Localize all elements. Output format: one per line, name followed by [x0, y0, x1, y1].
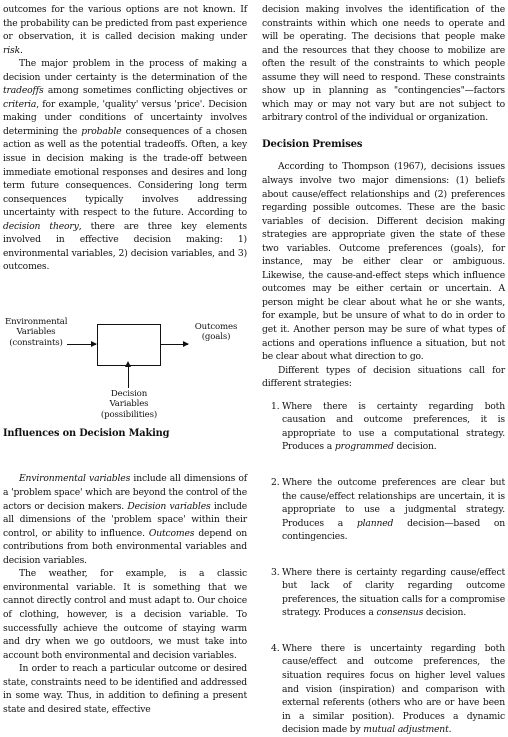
section-heading: Decision Premises — [262, 138, 363, 150]
arrow-right-icon — [160, 344, 188, 345]
environmental-variables-label: Environmental Variables (constraints) — [5, 316, 68, 348]
figure-caption: Influences on Decision Making — [3, 427, 170, 439]
paragraph: According to Thompson (1967), decisions issues always involve two major dimensions: (1) beliefs about cause/effect relationships and (2) preferences regarding possible outcomes. These are the basic variables of decision. Different decision making strategies are appropriate given the state of these two variables. Outcome preferences (goals), for instance, may be either clear or ambiguous. Likewise, the cause-and-effect steps which influence outcomes may be either certain or uncertain. A person might be clear about what he or she wants, for example, but be unsure of what to do in order to get it. Another person may be sure of what types of actions and operations influence a situation, but not be clear about what direction to go. — [262, 161, 505, 363]
arrow-right-icon — [67, 344, 96, 345]
list-item: 3. Where there is certainty regarding cause/effect but lack of clarity regarding outcome preferences, the situation calls for a compromise strategy. Produces a consensus decision. — [271, 566, 505, 619]
paragraph: The weather, for example, is a classic environmental variable. It is something that we cannot directly control and must adapt to. Our choice of clothing, however, is a decision variable. To successfully achieve the outcome of staying warm and dry when we go outdoors, we must take into account both environmental and decision variables. — [3, 568, 247, 661]
paragraph: decision making involves the identification of the constraints within which one needs to operate and will be operating. The decisions that people make and the resources that they choose to mobilize are often the result of the constraints to which people assume they will need to respond. These constraints show up in planning as "contingencies"—factors which may or may not vary but are not subject to arbitrary control of the individual or organization. — [262, 4, 505, 124]
list-item: 2. Where the outcome preferences are clear but the cause/effect relationships are uncertain, it is appropriate to use a judgmental strategy. Produces a planned decision—based on contingencies. — [271, 476, 505, 543]
outcomes-label: Outcomes (goals) — [194, 321, 238, 343]
decision-variables-label: Decision Variables (possibilities) — [100, 388, 158, 420]
arrow-up-icon — [128, 366, 129, 388]
paragraph: outcomes for the various options are not known. If the probability can be predicted from past experience or observation, it is called decision making under risk. — [3, 4, 247, 56]
paragraph: The major problem in the process of making a decision under certainty is the determination of the tradeoffs among sometimes conflicting objectives or criteria, for example, 'quality' versus 'price'. Decision making under conditions of uncertainty involves determining the probable consequences of a chosen action as well as the potential tradeoffs. Often, a key issue in decision making is the trade-off between immediate emotional responses and desires and long term future consequences. Considering long term consequences typically involves addressing uncertainty with respect to the future. According to decision theory, there are three key elements involved in effective decision making: 1) environmental variables, 2) decision variables, and 3) outcomes. — [3, 58, 247, 273]
list-item: 4. Where there is uncertainty regarding both cause/effect and outcome preferences, the situation requires focus on higher level values and vision (inspiration) and comparison with external referents (others who are or have been in a similar position). Produces a dynamic decision made by mutual adjustment. — [271, 642, 505, 736]
left-column — [3, 3, 247, 716]
paragraph: In order to reach a particular outcome or desired state, constraints need to be identified and addressed in some way. Thus, in addition to defining a present state and desired state, effective — [3, 663, 247, 715]
right-column — [262, 3, 505, 737]
list-item: 1. Where there is certainty regarding both causation and outcome preferences, it is appropriate to use a computational strategy. Produces a programmed decision. — [271, 400, 505, 453]
paragraph: Environmental variables include all dimensions of a 'problem space' which are beyond the control of the actors or decision makers. Decision variables include all dimensions of the 'problem space' within their control, or ability to influence. Outcomes depend on contributions from both environmental variables and decision variables. — [3, 473, 248, 566]
strategy-list — [262, 400, 505, 737]
paragraph: Different types of decision situations call for different strategies: — [262, 364, 505, 390]
decision-box — [97, 324, 161, 366]
decision-diagram — [3, 300, 247, 420]
